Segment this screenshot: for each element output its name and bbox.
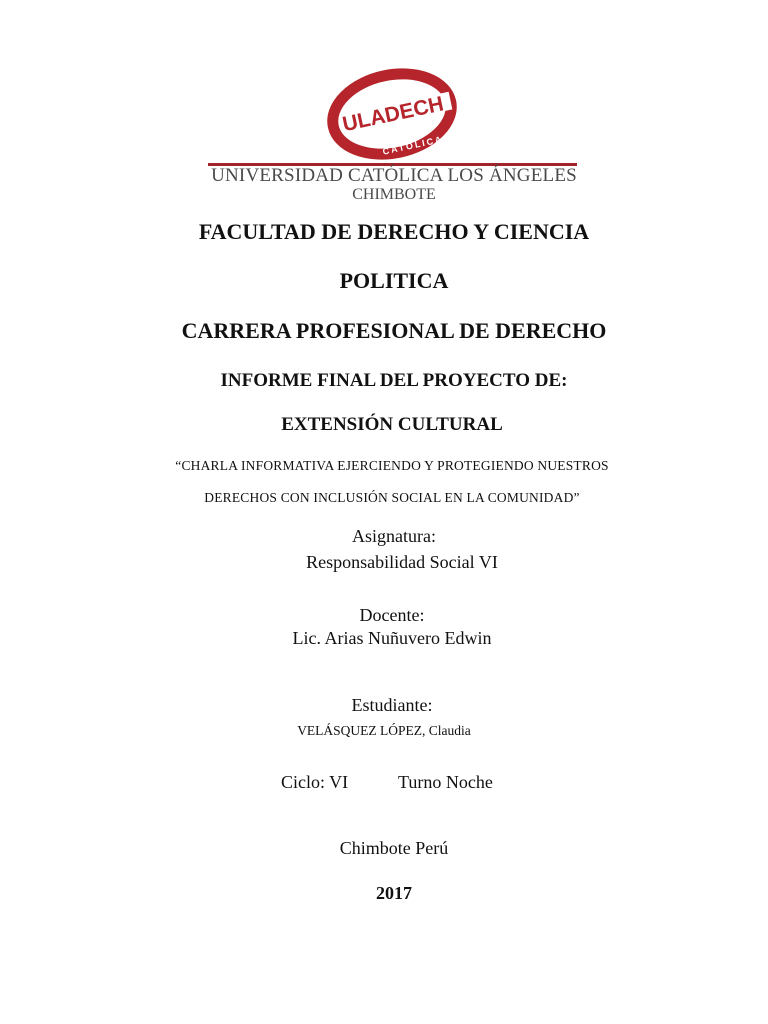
extension-title: EXTENSIÓN CULTURAL [281,414,503,435]
university-city: CHIMBOTE [352,186,436,203]
uladech-logo-icon [326,66,462,162]
faculty-line-2: POLITICA [339,268,449,293]
subject-value: Responsabilidad Social VI [306,552,498,572]
teacher-value: Lic. Arias Nuñuvero Edwin [292,628,492,648]
teacher-label: Docente: [359,605,425,625]
student-label: Estudiante: [351,695,433,715]
cycle-text: Ciclo: VI [281,772,349,792]
logo-sub-text: CATÓLICA [381,134,445,157]
logo-brand-text: ULADECH [340,92,446,137]
faculty-line-1: FACULTAD DE DERECHO Y CIENCIA [198,219,590,244]
shift-text: Turno Noche [398,772,493,792]
year-text: 2017 [376,883,412,903]
project-title-line-2: DERECHOS CON INCLUSIÓN SOCIAL EN LA COMUNIDAD” [204,490,580,505]
subject-label: Asignatura: [352,526,436,546]
student-value: VELÁSQUEZ LÓPEZ, Claudia [297,723,471,738]
career-title: CARRERA PROFESIONAL DE DERECHO [181,318,607,343]
report-title: INFORME FINAL DEL PROYECTO DE: [220,370,568,391]
place-text: Chimbote Perú [339,838,449,858]
project-title-line-1: “CHARLA INFORMATIVA EJERCIENDO Y PROTEGIENDO NUESTROS [175,458,609,473]
university-name: UNIVERSIDAD CATÓLICA LOS ÁNGELES [211,165,577,186]
